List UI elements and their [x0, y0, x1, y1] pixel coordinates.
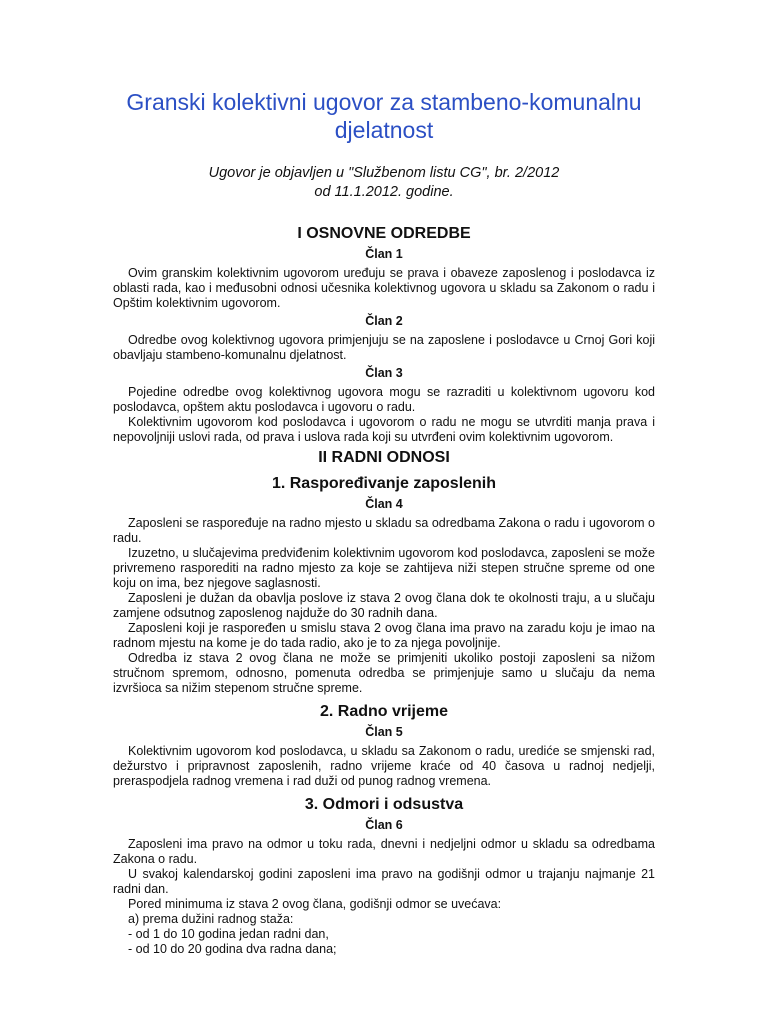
- article-4-paragraph-2: Izuzetno, u slučajevima predviđenim kolektivnim ugovorom kod poslodavca, zaposleni se može privremeno rasporediti na radno mjesto za koje se zahtijeva niži stepen stručne spreme od one koju on ima, bez njegove saglasnosti.: [113, 546, 655, 590]
- publication-note-line2: od 11.1.2012. godine.: [314, 184, 454, 200]
- article-4-paragraph-3: Zaposleni je dužan da obavlja poslove iz stava 2 ovog člana dok te okolnosti traju, a u slučaju zamjene odsutnog zaposlenog najduže do 30 radnih dana.: [113, 591, 655, 620]
- article-heading-2: Član 2: [365, 314, 403, 328]
- subsection-heading-radno-vrijeme: 2. Radno vrijeme: [319, 703, 449, 720]
- article-heading-4: Član 4: [365, 497, 403, 511]
- section-heading-osnovne-odredbe: I OSNOVNE ODREDBE: [297, 225, 471, 242]
- publication-note: [113, 164, 655, 202]
- article-6-paragraph-5: - od 1 do 10 godina jedan radni dan,: [128, 927, 329, 941]
- article-6-paragraph-2: U svakoj kalendarskoj godini zaposleni ima pravo na godišnji odmor u trajanju najmanje 21 radni dan.: [113, 867, 655, 896]
- article-4-paragraph-5: Odredba iz stava 2 ovog člana ne može se primjeniti ukoliko postoji zaposleni sa nižom stručnom spremom, odnosno, pomenuta odredba se primjenjuje samo u slučaju da nema izvršioca sa nižim stepenom stručne spreme.: [113, 651, 655, 695]
- subsection-heading-odmori: 3. Odmori i odsustva: [304, 796, 464, 813]
- article-5-paragraph-1: Kolektivnim ugovorom kod poslodavca, u skladu sa Zakonom o radu, urediće se smjenski rad, dežurstvo i pripravnost zaposlenih, radno vrijeme kraće od 40 časova u radnoj nedjelji, preraspodjela radnog vremena i rad duži od punog radnog vremena.: [113, 744, 655, 788]
- article-6-paragraph-3: Pored minimuma iz stava 2 ovog člana, godišnji odmor se uvećava:: [128, 897, 502, 911]
- article-1-paragraph-1: Ovim granskim kolektivnim ugovorom uređuju se prava i obaveze zaposlenog i poslodavca iz oblasti rada, kao i međusobni odnosi učesnika kolektivnog ugovora u skladu sa Zakonom o radu i Opštim kolektivnim ugovorom.: [113, 266, 655, 310]
- article-heading-3: Član 3: [365, 366, 403, 380]
- article-2-paragraph-1: Odredbe ovog kolektivnog ugovora primjenjuju se na zaposlene i poslodavce u Crnoj Gori koji obavljaju stambeno-komunalnu djelatnost.: [113, 333, 655, 362]
- document-page: [113, 88, 655, 957]
- subsection-heading-rasporedivanje: 1. Raspoređivanje zaposlenih: [271, 475, 497, 492]
- document-title: Granski kolektivni ugovor za stambeno-komunalnu djelatnost: [126, 89, 642, 143]
- article-3-paragraph-1: Pojedine odredbe ovog kolektivnog ugovora mogu se razraditi u kolektivnom ugovoru kod poslodavca, opštem aktu poslodavca i ugovoru o radu.: [113, 385, 655, 414]
- article-heading-1: Član 1: [365, 247, 403, 261]
- publication-note-line1: Ugovor je objavljen u "Službenom listu CG", br. 2/2012: [208, 165, 560, 181]
- article-6-paragraph-4: a) prema dužini radnog staža:: [128, 912, 294, 926]
- article-6-paragraph-6: - od 10 do 20 godina dva radna dana;: [128, 942, 337, 956]
- section-heading-radni-odnosi: II RADNI ODNOSI: [318, 449, 450, 466]
- article-4-paragraph-1: Zaposleni se raspoređuje na radno mjesto u skladu sa odredbama Zakona o radu i ugovorom o radu.: [113, 516, 655, 545]
- article-heading-6: Član 6: [365, 818, 403, 832]
- article-heading-5: Član 5: [365, 725, 403, 739]
- article-6-paragraph-1: Zaposleni ima pravo na odmor u toku rada, dnevni i nedjeljni odmor u skladu sa odredbama Zakona o radu.: [113, 837, 655, 866]
- article-3-paragraph-2: Kolektivnim ugovorom kod poslodavca i ugovorom o radu ne mogu se utvrditi manja prava i nepovoljniji uslovi rada, od prava i uslova rada koji su utvrđeni ovim kolektivnim ugovorom.: [113, 415, 655, 444]
- article-4-paragraph-4: Zaposleni koji je raspoređen u smislu stava 2 ovog člana ima pravo na zaradu koju je imao na radnom mjestu na kome je do tada radio, ako je to za njega povoljnije.: [113, 621, 655, 650]
